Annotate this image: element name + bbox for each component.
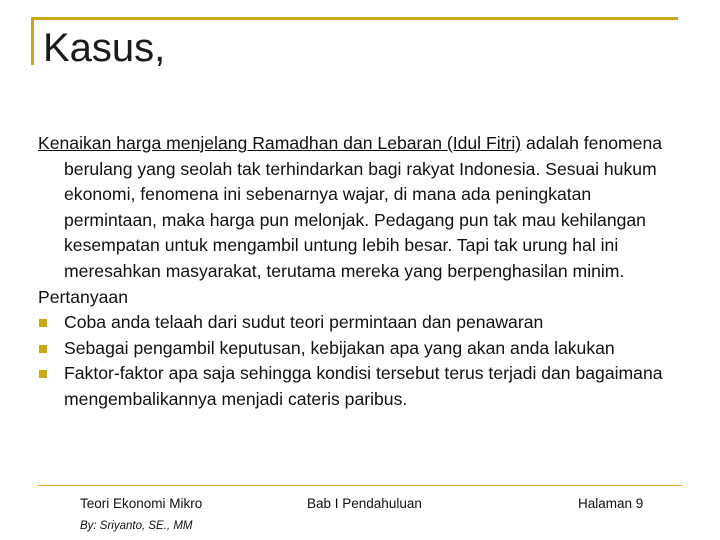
- footer-page-number: Halaman 9: [578, 496, 644, 511]
- footer-divider: [38, 485, 682, 486]
- square-bullet-icon: [39, 370, 47, 378]
- questions-list: [38, 310, 678, 412]
- footer-chapter: Bab I Pendahuluan: [307, 496, 422, 511]
- question-text: Sebagai pengambil keputusan, kebijakan apa yang akan anda lakukan: [64, 337, 615, 358]
- title-accent-line-top: [31, 17, 678, 20]
- list-item: [38, 336, 678, 362]
- question-text: Coba anda telaah dari sudut teori permintaan dan penawaran: [64, 312, 544, 333]
- list-item: [38, 361, 678, 412]
- square-bullet-icon: [39, 345, 47, 353]
- case-paragraph-text: adalah fenomena berulang yang seolah tak terhindarkan bagi rakyat Indonesia. Sesuai hukum ekonomi, fenomena ini sebenarnya wajar, di mana ada peningkatan permintaan, maka harga pun melonjak. Pedagang pun tak mau kehilangan kesempatan untuk mengambil untung lebih besar. Tapi tak urung hal ini meresahkan masyarakat, terutama mereka yang berpenghasilan minim.: [64, 133, 663, 281]
- title-accent-line-left: [31, 17, 34, 65]
- question-text: Faktor-faktor apa saja sehingga kondisi tersebut terus terjadi dan bagaimana mengembalikannya menjadi cateris paribus.: [64, 363, 663, 409]
- questions-heading: Pertanyaan: [38, 286, 128, 307]
- slide-body: [38, 131, 678, 413]
- square-bullet-icon: [39, 319, 47, 327]
- case-topic-link[interactable]: Kenaikan harga menjelang Ramadhan dan Lebaran (Idul Fitri): [38, 133, 522, 153]
- list-item: [38, 310, 678, 336]
- footer-course-title: Teori Ekonomi Mikro: [80, 496, 203, 511]
- slide-title: Kasus,: [43, 26, 166, 70]
- footer-author: By: Sriyanto, SE., MM: [80, 520, 193, 532]
- case-paragraph: [38, 131, 678, 285]
